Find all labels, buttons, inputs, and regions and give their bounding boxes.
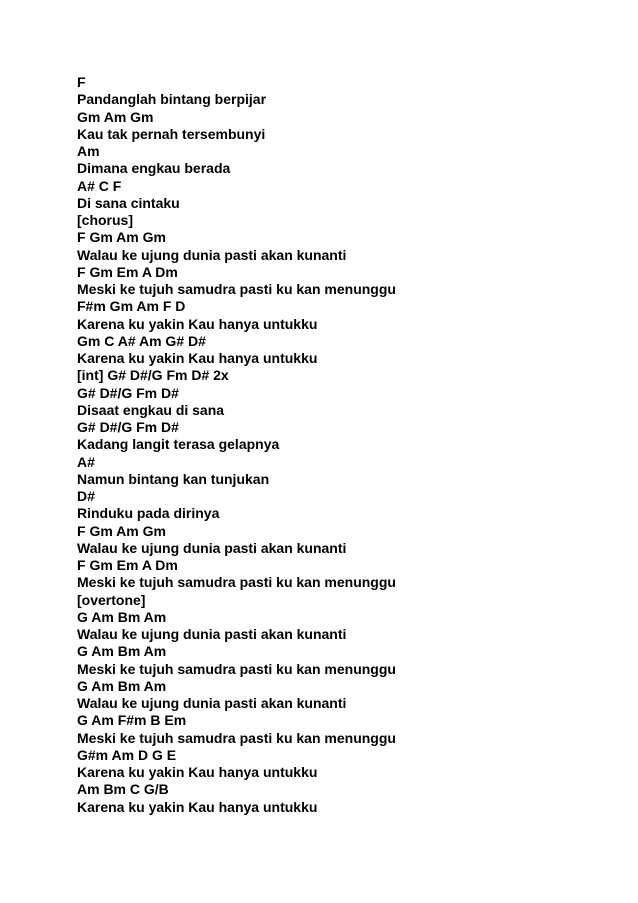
lyric-line: Karena ku yakin Kau hanya untukku: [77, 315, 318, 332]
lyric-line: Walau ke ujung dunia pasti akan kunanti: [77, 626, 347, 642]
lyric-line: Rinduku pada dirinya: [77, 505, 220, 522]
lyric-line: Karena ku yakin Kau hanya untukku: [77, 798, 318, 815]
chord-line: G Am Bm Am: [77, 643, 167, 660]
chord-lyrics-list: [77, 74, 396, 816]
chord-line: Am: [77, 143, 100, 159]
lyric-line: Pandanglah bintang berpijar: [77, 91, 267, 108]
lyric-line: Disaat engkau di sana: [77, 401, 225, 418]
chord-line: F Gm Em A Dm: [77, 263, 178, 280]
lyric-line: Walau ke ujung dunia pasti akan kunanti: [77, 695, 347, 711]
chord-line: Gm Am Gm: [77, 108, 154, 125]
lyric-line: Meski ke tujuh samudra pasti ku kan menunggu: [77, 281, 396, 297]
chord-line: G Am Bm Am: [77, 608, 167, 625]
lyric-line: Karena ku yakin Kau hanya untukku: [77, 764, 318, 780]
lyric-line: Dimana engkau berada: [77, 160, 231, 177]
chord-line: G#m Am D G E: [77, 746, 177, 763]
chord-line: F Gm Am Gm: [77, 229, 166, 246]
chord-line: G Am F#m B Em: [77, 712, 187, 729]
chord-line: D#: [77, 488, 95, 504]
chord-line: A# C F: [77, 177, 122, 194]
chord-line: G# D#/G Fm D#: [77, 419, 179, 435]
chord-line: F Gm Am Gm: [77, 522, 166, 539]
chord-line: F#m Gm Am F D: [77, 298, 186, 315]
section-label: [int] G# D#/G Fm D# 2x: [77, 367, 229, 384]
section-label: [chorus]: [77, 212, 133, 228]
chord-line: Am Bm C G/B: [77, 781, 169, 798]
lyric-line: Walau ke ujung dunia pasti akan kunanti: [77, 246, 347, 263]
lyric-line: Karena ku yakin Kau hanya untukku: [77, 350, 318, 366]
chord-line: Gm C A# Am G# D#: [77, 332, 206, 349]
chord-line: A#: [77, 453, 95, 470]
lyric-line: Meski ke tujuh samudra pasti ku kan menunggu: [77, 660, 396, 677]
lyric-line: Di sana cintaku: [77, 194, 180, 211]
section-label: [overtone]: [77, 591, 146, 608]
lyric-line: Kau tak pernah tersembunyi: [77, 125, 266, 142]
chord-line: G Am Bm Am: [77, 677, 167, 694]
lyric-line: Namun bintang kan tunjukan: [77, 470, 270, 487]
chord-line: F Gm Em A Dm: [77, 557, 178, 573]
lyric-line: Meski ke tujuh samudra pasti ku kan menunggu: [77, 574, 396, 591]
lyric-line: Walau ke ujung dunia pasti akan kunanti: [77, 539, 347, 556]
lyric-line: Kadang langit terasa gelapnya: [77, 436, 280, 453]
lyric-line: Meski ke tujuh samudra pasti ku kan menunggu: [77, 729, 396, 746]
chord-line: F: [77, 74, 86, 90]
chord-line: G# D#/G Fm D#: [77, 384, 179, 401]
